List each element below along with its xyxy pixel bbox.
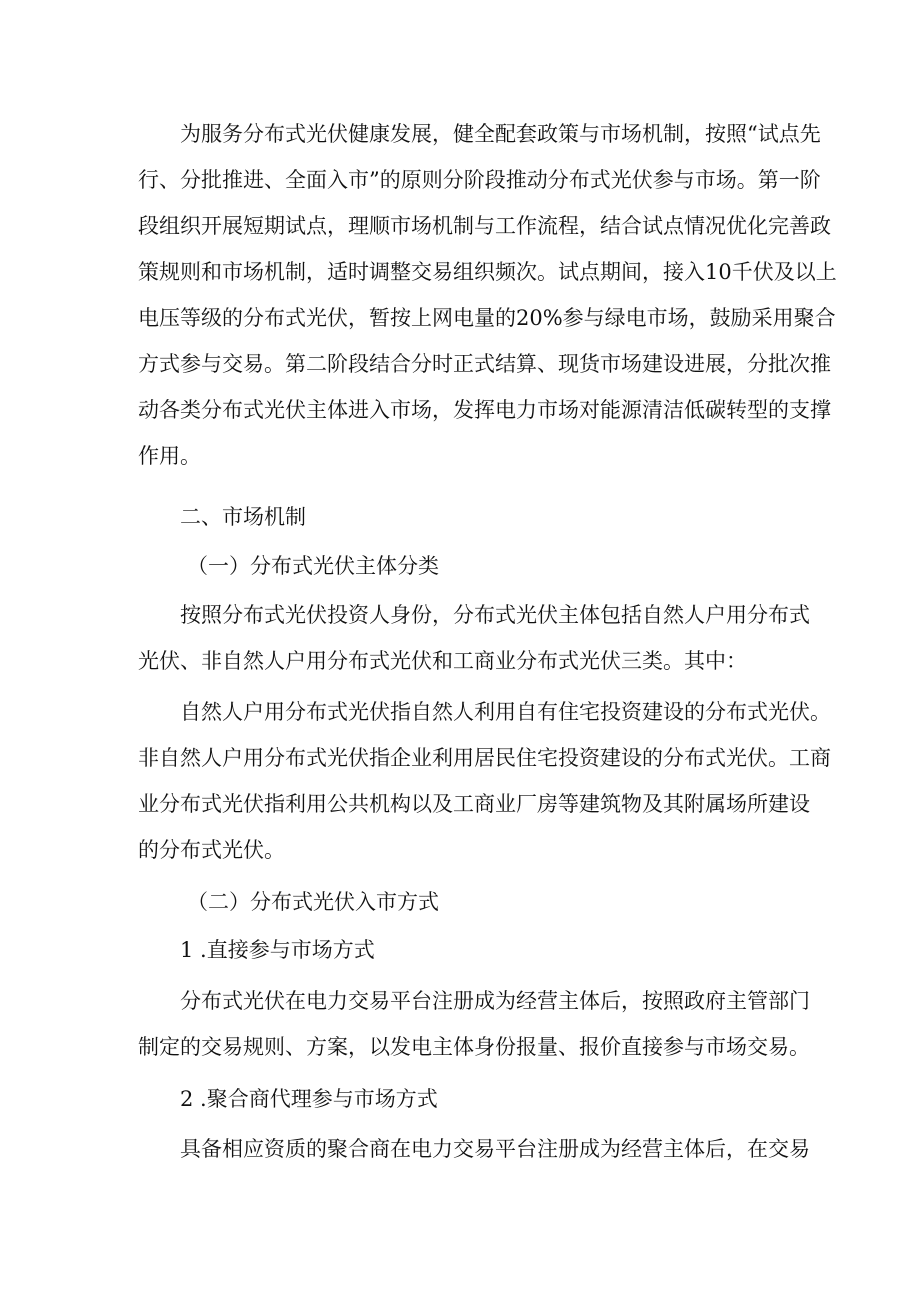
paragraph-line: 电压等级的分布式光伏，暂按上网电量的20%参与绿电市场，鼓励采用聚合 [138, 306, 836, 330]
paragraph-line: 段组织开展短期试点，理顺市场机制与工作流程，结合试点情况优化完善政 [138, 214, 831, 238]
paragraph-line: 非自然人户用分布式光伏指企业利用居民住宅投资建设的分布式光伏。工商 [138, 746, 831, 770]
paragraph-line: 动各类分布式光伏主体进入市场，发挥电力市场对能源清洁低碳转型的支撑 [138, 398, 831, 422]
paragraph-line: 策规则和市场机制，适时调整交易组织频次。试点期间，接入10千伏及以上 [138, 260, 837, 284]
paragraph-line: 按照分布式光伏投资人身份，分布式光伏主体包括自然人户用分布式 [180, 603, 810, 627]
paragraph-line: 具备相应资质的聚合商在电力交易平台注册成为经营主体后，在交易 [180, 1137, 810, 1161]
item-heading: 1 .直接参与市场方式 [180, 938, 375, 962]
subsection-heading: （二）分布式光伏入市方式 [187, 890, 439, 914]
section-heading: 二、市场机制 [180, 505, 306, 529]
paragraph-line: 分布式光伏在电力交易平台注册成为经营主体后，按照政府主管部门 [180, 989, 810, 1013]
paragraph-line: 的分布式光伏。 [138, 838, 285, 862]
paragraph-line: 作用。 [138, 444, 201, 468]
paragraph-line: 业分布式光伏指利用公共机构以及工商业厂房等建筑物及其附属场所建设 [138, 792, 810, 816]
paragraph-line: 为服务分布式光伏健康发展，健全配套政策与市场机制，按照“试点先 [180, 122, 821, 146]
paragraph-line: 光伏、非自然人户用分布式光伏和工商业分布式光伏三类。其中： [138, 649, 747, 673]
paragraph-line: 制定的交易规则、方案，以发电主体身份报量、报价直接参与市场交易。 [138, 1035, 810, 1059]
item-heading: 2 .聚合商代理参与市场方式 [180, 1087, 438, 1111]
subsection-heading: （一）分布式光伏主体分类 [187, 554, 439, 578]
paragraph-line: 自然人户用分布式光伏指自然人利用自有住宅投资建设的分布式光伏。 [180, 700, 831, 724]
paragraph-line: 方式参与交易。第二阶段结合分时正式结算、现货市场建设进展，分批次推 [138, 352, 831, 376]
paragraph-line: 行、分批推进、全面入市”的原则分阶段推动分布式光伏参与市场。第一阶 [138, 168, 821, 192]
